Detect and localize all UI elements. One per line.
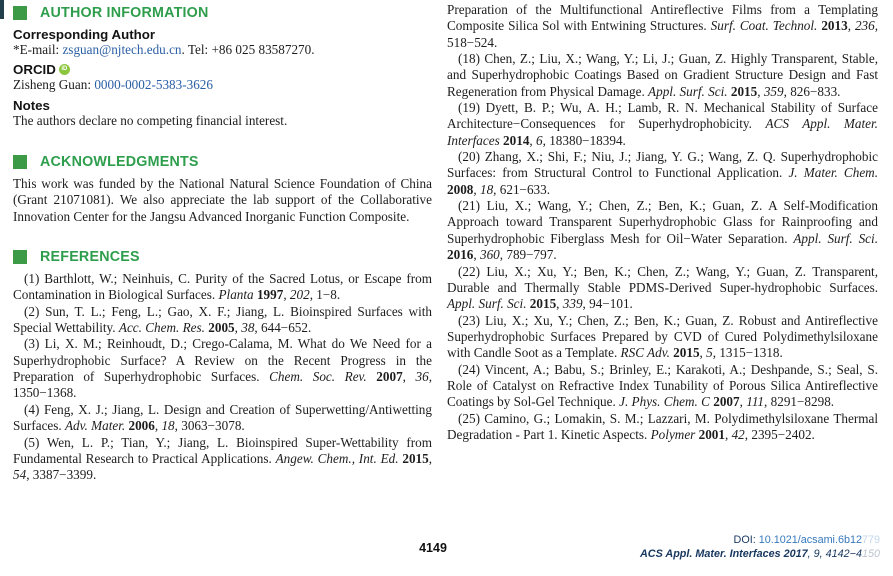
- section-heading-label: AUTHOR INFORMATION: [40, 5, 209, 21]
- text-segment: 2015: [529, 296, 557, 312]
- reference-item: [13, 304, 432, 337]
- text-segment: (25) Camino, G.; Lomakin, S. M.; Lazzari, M. Polydimethylsiloxane Thermal Degradation - Part 1. Kinetic Aspects.: [447, 410, 878, 442]
- text-segment: 36: [415, 369, 429, 385]
- text-segment: Adv. Mater.: [65, 418, 129, 434]
- section-heading-acknowledgments: [13, 154, 432, 170]
- text-segment: , 3063−3078.: [174, 418, 245, 434]
- text-segment: 38: [241, 320, 255, 336]
- email-link[interactable]: zsguan@njtech.edu.cn: [62, 42, 182, 57]
- text-segment: , 518−524.: [447, 18, 879, 50]
- text-segment: , 789−797.: [499, 247, 557, 263]
- section-heading-author-information: [13, 5, 432, 21]
- text-segment: , 8291−8298.: [764, 394, 835, 410]
- doi-link[interactable]: 10.1021/acsami.6b12: [758, 534, 862, 546]
- notes-label: Notes: [13, 97, 50, 113]
- text-segment: 18: [161, 418, 175, 434]
- reference-item: [447, 198, 878, 263]
- text-segment: Preparation of the Multifunctional Antireflective Films from a Templating Composite Silica Sol with Entwining Structures.: [447, 2, 878, 34]
- text-segment: 2015: [730, 83, 758, 99]
- text-segment: Acc. Chem. Res.: [118, 320, 209, 336]
- section-heading-label: REFERENCES: [40, 249, 140, 266]
- text-segment: (3) Li, X. M.; Reinhoudt, D.; Crego-Calama, M. What do We Need for a Superhydrophobic Surface? A Review on the Recent Progress in the Preparation of Superhydrophobic Surfaces.: [13, 336, 432, 385]
- text-segment: 2015: [402, 450, 429, 466]
- text-segment: 150: [861, 547, 880, 560]
- acknowledgments-text: This work was funded by the National Natural Science Foundation of China (Grant 21071081). We also appreciate the lab support of the Collaborative Innovation Center for the Jangsu Advanced Inorganic Function Composite.: [13, 176, 432, 224]
- text-segment: , 2395−2402.: [744, 426, 815, 442]
- section-bullet-icon: [13, 155, 27, 169]
- text-segment: , 9, 4142−4: [807, 547, 862, 560]
- text-segment: 339: [562, 296, 583, 312]
- text-segment: 2001: [698, 426, 725, 442]
- text-segment: 5: [706, 345, 713, 361]
- reference-item: [447, 51, 878, 100]
- text-segment: Zisheng Guan:: [13, 77, 95, 93]
- orcid-label: [13, 62, 432, 77]
- text-segment: J. Mater. Chem.: [788, 165, 878, 181]
- text-segment: 6: [536, 132, 543, 148]
- text-segment: ,: [473, 247, 480, 263]
- reference-item: [13, 402, 432, 435]
- text-segment: ,: [428, 450, 433, 466]
- text-segment: ACS Appl. Mater. Interfaces: [640, 547, 784, 560]
- text-segment: , 644−652.: [254, 320, 312, 336]
- text-segment: ,: [283, 287, 290, 303]
- text-segment: (19) Dyett, B. P.; Wu, A. H.; Lamb, R. N. Mechanical Stability of Surface Architecture−Consequences for Superhydrophobicity.: [447, 100, 878, 132]
- text-segment: 2015: [673, 345, 700, 361]
- text-segment: (20) Zhang, X.; Shi, F.; Niu, J.; Jiang, Y. G.; Wang, Z. Q. Superhydrophobic Surfaces: from Structural Control to Functional Application.: [447, 149, 878, 181]
- orcid-line: [13, 77, 432, 93]
- text-segment: Appl. Surf. Sci.: [447, 296, 530, 312]
- section-heading-references: [13, 249, 432, 265]
- right-column: [447, 2, 878, 443]
- orcid-icon[interactable]: iD: [59, 64, 70, 75]
- corresponding-author-label: Corresponding Author: [13, 27, 156, 42]
- text-segment: , 1315−1318.: [712, 345, 783, 361]
- text-segment: ,: [529, 132, 536, 148]
- text-segment: (4) Feng, X. J.; Jiang, L. Design and Creation of Superwetting/Antiwetting Surfaces.: [13, 401, 432, 434]
- text-segment: Polymer: [650, 426, 699, 442]
- reference-item: [447, 149, 878, 198]
- text-segment: 360: [479, 247, 500, 263]
- text-segment: ,: [699, 345, 707, 361]
- section-bullet-icon: [13, 250, 27, 264]
- text-segment: 359: [763, 83, 784, 99]
- text-segment: 2007: [713, 394, 740, 410]
- reference-item: [13, 435, 432, 484]
- text-segment: (24) Vincent, A.; Babu, S.; Brinley, E.; Karakoti, A.; Deshpande, S.; Seal, S. Role of Catalyst on Refractive Index Tunability of Porous Silica Antireflective Coatings by Sol-Gel Technique.: [447, 361, 878, 410]
- text-segment: 236: [854, 18, 875, 34]
- text-segment: DOI:: [733, 534, 759, 546]
- reference-item: [447, 100, 878, 149]
- text-segment: 2014: [503, 132, 530, 148]
- text-segment: (21) Liu, X.; Wang, Y.; Chen, Z.; Ben, K.; Guan, Z. A Self-Modification Approach toward Transparent Superhydrophobic Glass for Rainproofing and Superhydrophobic Fiberglass Mesh for Oil−Water Separation.: [447, 198, 878, 246]
- email-line: [13, 42, 432, 58]
- text-segment: 2005: [208, 320, 235, 336]
- text-segment: 54: [13, 467, 27, 483]
- footer-citation-block: [640, 534, 880, 561]
- text-segment: 111: [746, 394, 765, 410]
- orcid-id-link[interactable]: 0000-0002-5383-3626: [94, 77, 213, 93]
- reference-item: [13, 271, 432, 304]
- text-segment: RSC Adv.: [620, 345, 674, 361]
- text-segment: Chem. Soc. Rev.: [269, 369, 377, 385]
- reference-item: [447, 362, 878, 411]
- text-segment: ,: [402, 369, 416, 385]
- reference-item: [447, 313, 878, 362]
- reference-item: [447, 264, 878, 313]
- text-segment: ,: [473, 181, 480, 197]
- text-segment: (22) Liu, X.; Xu, Y.; Ben, K.; Chen, Z.; Wang, Y.; Guan, Z. Transparent, Durable and Thermally Stable PDMS-Derived Super-hydrophobic Surfaces.: [447, 263, 878, 295]
- text-segment: ,: [154, 418, 162, 434]
- text-segment: , 3387−3399.: [26, 467, 97, 483]
- journal-citation: [640, 548, 880, 562]
- text-segment: Appl. Surf. Sci.: [793, 230, 878, 246]
- text-segment: 2013: [821, 18, 848, 34]
- text-segment: 202: [289, 287, 310, 303]
- text-segment: (1) Barthlott, W.; Neinhuis, C. Purity of the Sacred Lotus, or Escape from Contamination in Biological Surfaces.: [13, 271, 432, 303]
- reference-continuation: [447, 2, 878, 51]
- section-bullet-icon: [13, 6, 27, 20]
- left-column: [13, 5, 432, 484]
- reference-item: [13, 336, 432, 401]
- text-segment: 18: [479, 181, 494, 197]
- text-segment: (23) Liu, X.; Xu, Y.; Chen, Z.; Ben, K.; Guan, Z. Robust and Antireflective Superhydrophobic Surfaces Prepared by CVD of Cured Polydimethylsiloxane with Candle Soot as a Template.: [447, 312, 878, 361]
- text-segment: 2016: [447, 247, 474, 263]
- doi-line: [640, 534, 880, 548]
- text-segment: 1997: [256, 287, 284, 303]
- text-segment: , 94−101.: [582, 296, 633, 312]
- text-segment: ,: [724, 426, 732, 442]
- page-number: 4149: [419, 541, 447, 555]
- text-segment: . Tel: +86 025 83587270.: [181, 42, 315, 57]
- text-segment: 2017: [783, 547, 808, 560]
- orcid-label-text: ORCID: [13, 62, 56, 78]
- text-segment: (5) Wen, L. P.; Tian, Y.; Jiang, L. Bioinspired Super-Wettability from Fundamental Research to Practical Applications.: [13, 434, 432, 466]
- text-segment: , 1−8.: [309, 287, 341, 303]
- section-heading-label: ACKNOWLEDGMENTS: [40, 154, 199, 171]
- link[interactable]: 779: [861, 534, 880, 546]
- text-segment: J. Phys. Chem. C: [619, 394, 714, 410]
- text-segment: ,: [556, 296, 563, 312]
- text-segment: *E-mail:: [13, 42, 63, 57]
- references-list-right: [447, 51, 878, 443]
- text-segment: ,: [757, 83, 764, 99]
- notes-text: The authors declare no competing financial interest.: [13, 112, 288, 128]
- text-segment: ,: [739, 394, 747, 410]
- text-segment: , 621−633.: [493, 181, 551, 197]
- page-edge-artifact: [0, 0, 4, 19]
- text-segment: , 1350−1368.: [13, 369, 432, 401]
- text-segment: Angew. Chem., Int. Ed.: [275, 450, 403, 466]
- text-segment: Planta: [218, 287, 257, 303]
- reference-item: [447, 411, 878, 444]
- text-segment: Appl. Surf. Sci.: [648, 83, 731, 99]
- references-list-left: [13, 271, 432, 483]
- text-segment: ACS Appl. Mater. Interfaces: [447, 116, 878, 148]
- text-segment: ,: [847, 18, 855, 34]
- text-segment: 2006: [128, 418, 155, 434]
- text-segment: Surf. Coat. Technol.: [710, 18, 822, 34]
- text-segment: 2007: [376, 369, 403, 385]
- text-segment: 2008: [447, 181, 474, 197]
- text-segment: , 18380−18394.: [542, 132, 626, 148]
- text-segment: , 826−833.: [783, 83, 841, 99]
- text-segment: ,: [234, 320, 242, 336]
- text-segment: (2) Sun, T. L.; Feng, L.; Gao, X. F.; Jiang, L. Bioinspired Surfaces with Special Wettability.: [13, 303, 432, 336]
- text-segment: 42: [731, 426, 745, 442]
- text-segment: (18) Chen, Z.; Liu, X.; Wang, Y.; Li, J.; Guan, Z. Highly Transparent, Stable, and Superhydrophobic Coatings Based on Gradient Structure Design and Fast Regeneration from Physical Damage.: [447, 51, 878, 99]
